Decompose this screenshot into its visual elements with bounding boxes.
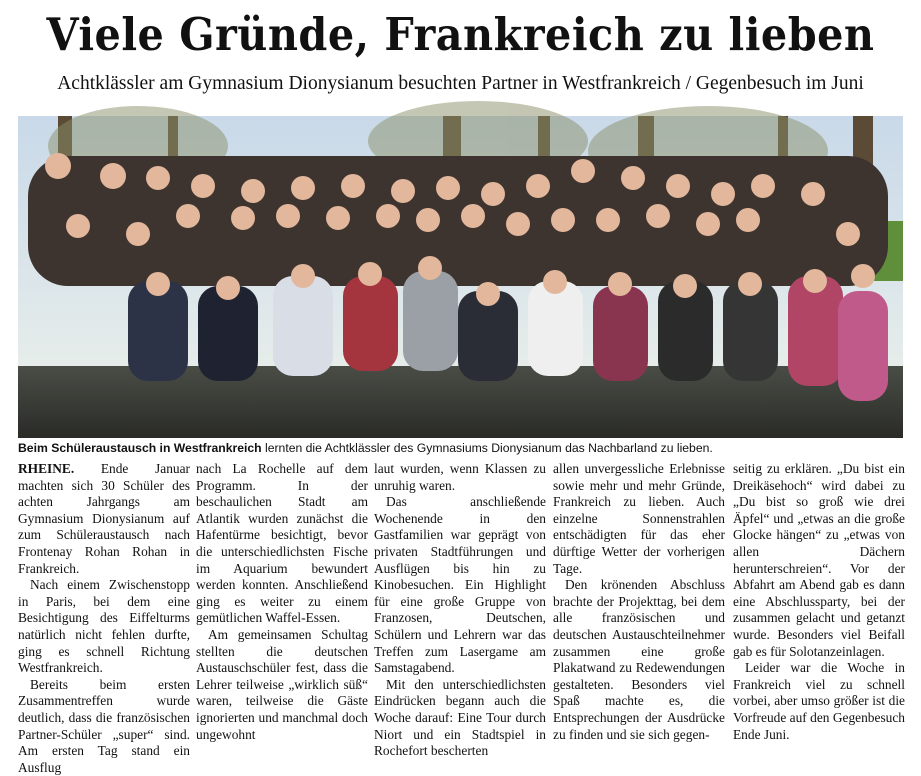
article-column-2	[196, 461, 368, 742]
headline: Viele Gründe, Frankreich zu lieben	[46, 8, 875, 61]
subheadline: Achtklässler am Gymnasium Dionysianum besuchten Partner in Westfrankreich / Gegenbesuch im Juni	[57, 73, 864, 94]
caption-bold: Beim Schüleraustausch in Westfrankreich	[18, 441, 262, 455]
article-column-5	[733, 461, 905, 742]
article-paragraph: Leider war die Woche in Frankreich viel zu schnell vorbei, aber umso größer ist die Vorfreude auf den Gegenbesuch Ende Juni.	[733, 660, 905, 742]
article-paragraph: nach La Rochelle auf dem Programm. In der beschaulichen Stadt am Atlantik wurden zunächst die Hafentürme besichtigt, bevor die unterschiedlichsten Fische im Aquarium bewundert werden konnten. Anschließend ging es weiter zu einem gemütlichen Waffel-Essen.	[196, 461, 368, 626]
article-paragraph: Den krönenden Abschluss brachte der Projekttag, bei dem alle französischen und deutschen Austauschteilnehmer zusammen eine große Plakatwand zu Redewendungen gestalteten. Besonders viel Spaß machte es, die Entsprechungen der Ausdrücke zu finden und sie sich gegen-	[553, 577, 725, 742]
article-column-4	[553, 461, 725, 742]
group-photo	[18, 116, 903, 438]
article-column-3	[374, 461, 546, 759]
article-paragraph	[18, 461, 190, 577]
article-paragraph: Das anschließende Wochenende in den Gastfamilien war geprägt von privaten Stadtführungen und Ausflügen bis hin zu Kinobesuchen. Ein Highlight für eine große Gruppe von Franzosen, Deutschen, Schülern und Lehrern war das Treffen zum Lasergame am Samstagabend.	[374, 494, 546, 676]
article-column-1	[18, 461, 190, 775]
article-paragraph: Bereits beim ersten Zusammentreffen wurde deutlich, dass die französischen Partner-Schüler „super“ sind. Am ersten Tag stand ein Ausflug	[18, 676, 190, 775]
dateline: RHEINE.	[18, 461, 75, 476]
article-paragraph: Nach einem Zwischenstopp in Paris, bei dem eine Besichtigung des Eiffelturms natürlich nicht fehlen durfte, ging es schnell Richtung Westfrankreich.	[18, 577, 190, 676]
article-paragraph: Mit den unterschiedlichsten Eindrücken begann auch die Woche darauf: Eine Tour durch Niort und ein Stadtspiel in Rochefort bescherten	[374, 676, 546, 759]
article-paragraph: allen unvergessliche Erlebnisse sowie mehr und mehr Gründe, Frankreich zu lieben. Auch einzelne Sonnenstrahlen entschädigten für das eher dürftige Wetter der vorherigen Tage.	[553, 461, 725, 576]
caption-text: lernten die Achtklässler des Gymnasiums Dionysianum das Nachbarland zu lieben.	[265, 441, 713, 455]
article-paragraph: laut wurden, wenn Klassen zu unruhig waren.	[374, 461, 546, 493]
photo-caption	[18, 440, 903, 456]
paragraph-text: Ende Januar machten sich 30 Schüler des achten Jahrgangs am Gymnasium Dionysianum auf zum Schüleraustausch nach Frontenay Rohan Rohan in Frankreich.	[18, 461, 190, 576]
group-photo-icon	[18, 116, 903, 438]
article-paragraph: seitig zu erklären. „Du bist ein Dreikäsehoch“ wird dabei zu „Du bist so groß wie drei Äpfel“ und „etwas an die große Glocke hängen“ zu „etwas von allen Dächern herunterschreien“. Vor der Abfahrt am Abend gab es dann eine Abschlussparty, bei der zusammen gelacht und getanzt wurde. Besonders viel Beifall gab es für Solotanzeinlagen.	[733, 461, 905, 659]
article-body	[0, 461, 921, 775]
article-paragraph: Am gemeinsamen Schultag stellten die deutschen Austauschschüler fest, dass die Lehrer teilweise „wirklich süß“ waren, teilweise die Gäste ignorierten und manchmal doch ungewohnt	[196, 626, 368, 742]
